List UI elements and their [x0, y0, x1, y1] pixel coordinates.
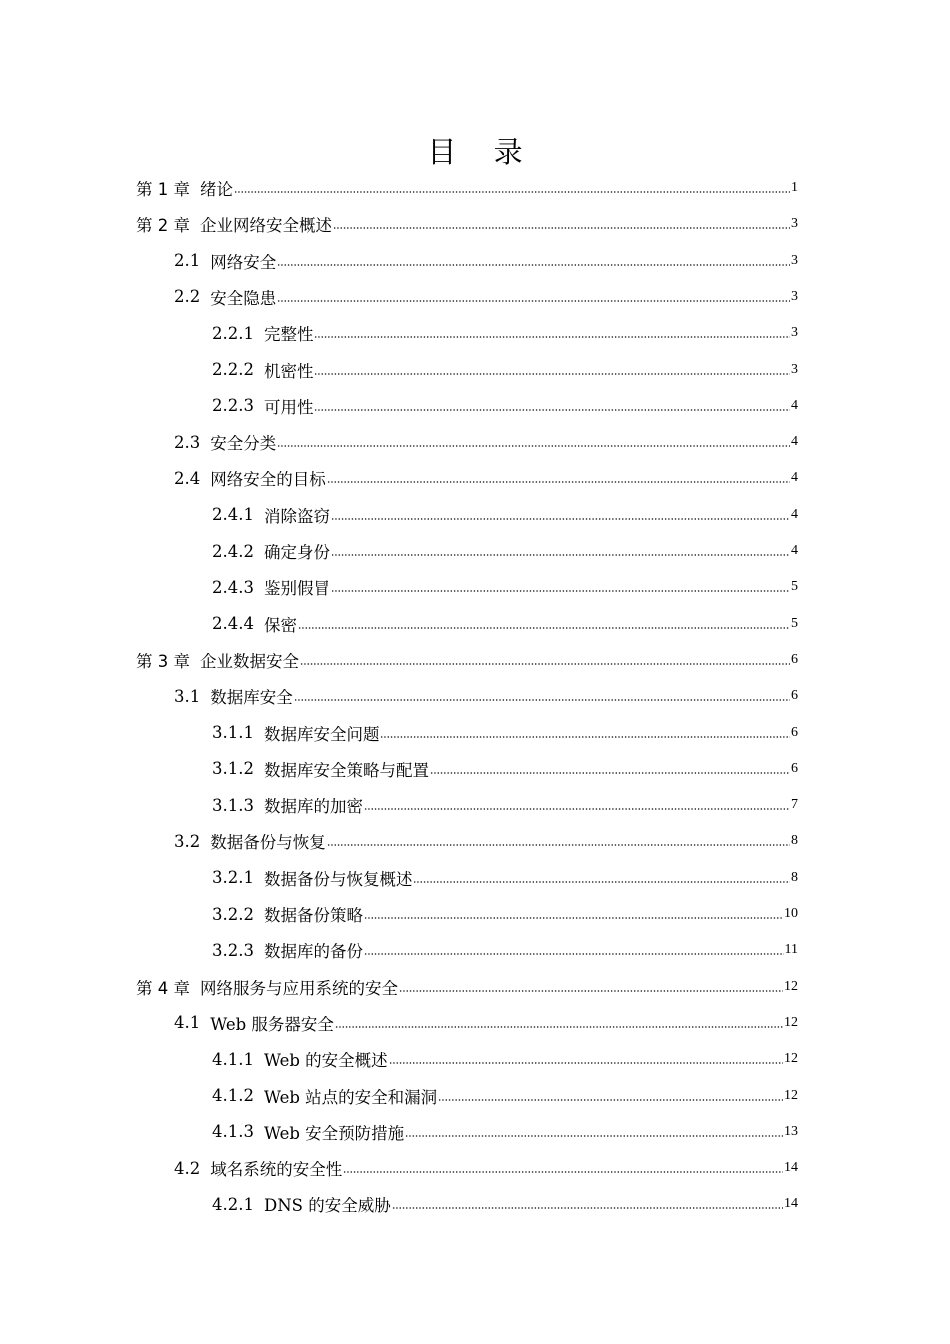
toc-entry-page: 12 — [784, 1087, 798, 1103]
toc-entry-number: 2.4 — [174, 468, 201, 488]
dot-leader — [364, 806, 790, 812]
toc-entry[interactable] — [212, 1041, 798, 1077]
toc-entry-title: 鉴别假冒 — [263, 579, 330, 599]
toc-entry-number: 3.2.2 — [212, 904, 254, 924]
toc-entry-page: 4 — [791, 470, 798, 486]
dot-leader — [277, 443, 790, 449]
dot-leader — [380, 734, 790, 740]
dot-leader — [298, 625, 790, 631]
toc-entry-number: 第 2 章 — [136, 216, 190, 236]
dot-leader — [331, 588, 790, 594]
toc-entry[interactable] — [174, 1150, 798, 1186]
toc-entry[interactable] — [212, 715, 798, 751]
toc-entry-page: 5 — [791, 615, 798, 631]
toc-entry-title: Web 安全预防措施 — [263, 1123, 405, 1143]
toc-entry-number: 2.2.1 — [212, 323, 254, 343]
toc-entry[interactable] — [174, 823, 798, 859]
dot-leader — [438, 1097, 783, 1103]
toc-entry-number: 3.1.2 — [212, 759, 254, 779]
toc-entry-title: 数据库安全问题 — [263, 724, 380, 744]
toc-entry-number: 4.1.1 — [212, 1049, 254, 1069]
toc-entry[interactable] — [174, 424, 798, 460]
toc-entry-title: 确定身份 — [263, 543, 330, 562]
toc-entry-title: 企业网络安全概述 — [200, 216, 332, 236]
dot-leader — [364, 951, 784, 957]
toc-entry-page: 13 — [784, 1123, 798, 1139]
dot-leader — [392, 1205, 783, 1211]
dot-leader — [413, 879, 790, 885]
dot-leader — [234, 189, 790, 195]
toc-entry-page: 8 — [791, 833, 798, 849]
toc-entry-title: 数据库的备份 — [263, 942, 363, 962]
toc-entry-page: 14 — [784, 1160, 798, 1176]
toc-entry-page: 4 — [791, 434, 798, 450]
toc-entry[interactable] — [136, 170, 798, 206]
toc-entry-page: 12 — [784, 1014, 798, 1030]
toc-entry-title: 数据备份与恢复 — [210, 833, 326, 853]
toc-entry-page: 10 — [784, 906, 798, 921]
toc-entry-page: 6 — [791, 760, 798, 776]
toc-entry-title: Web 的安全概述 — [263, 1051, 388, 1071]
dot-leader — [294, 697, 790, 703]
toc-entry[interactable] — [212, 1186, 798, 1222]
toc-entry-title: 机密性 — [263, 361, 314, 381]
toc-entry-number: 2.2 — [174, 287, 201, 307]
dot-leader — [327, 842, 790, 848]
dot-leader — [430, 770, 790, 776]
toc-entry-title: Web 站点的安全和漏洞 — [263, 1087, 438, 1107]
toc-entry-page: 5 — [791, 579, 798, 595]
toc-entry-number: 3.2 — [174, 831, 201, 851]
toc-entry-page: 3 — [791, 325, 798, 341]
dot-leader — [277, 298, 790, 304]
toc-entry-number: 4.2.1 — [212, 1194, 254, 1214]
toc-entry[interactable] — [212, 932, 798, 968]
dot-leader — [364, 915, 783, 921]
toc-entry[interactable] — [174, 279, 798, 315]
toc-entry-title: 网络安全的目标 — [210, 470, 326, 490]
dot-leader — [314, 334, 790, 340]
toc-entry[interactable] — [136, 969, 798, 1005]
toc-entry-page: 4 — [791, 543, 798, 558]
toc-entry-page: 7 — [791, 797, 798, 813]
toc-entry[interactable] — [212, 896, 798, 932]
toc-entry-page: 3 — [791, 216, 798, 232]
toc-entry-page: 11 — [784, 942, 798, 958]
toc-entry[interactable] — [212, 388, 798, 424]
dot-leader — [335, 1024, 783, 1030]
toc-entry-number: 2.4.4 — [212, 614, 254, 634]
dot-leader — [314, 371, 790, 377]
toc-entry[interactable] — [212, 497, 798, 533]
toc-entry-number: 3.1 — [174, 686, 201, 706]
toc-entry-title: 网络服务与应用系统的安全 — [200, 978, 398, 998]
toc-entry-page: 8 — [791, 869, 798, 885]
dot-leader — [277, 262, 790, 268]
toc-entry-title: 域名系统的安全性 — [210, 1160, 343, 1180]
toc-entry-page: 4 — [791, 397, 798, 413]
toc-entry-page: 6 — [791, 651, 798, 667]
toc-entry[interactable] — [174, 1005, 798, 1041]
toc-entry-page: 4 — [791, 506, 798, 522]
dot-leader — [327, 479, 790, 485]
toc-entry-number: 第 4 章 — [136, 978, 190, 998]
toc-entry-title: 安全隐患 — [210, 288, 277, 308]
toc-entry-number: 2.1 — [174, 251, 201, 271]
dot-leader — [333, 225, 790, 231]
toc-entry-page: 12 — [784, 978, 798, 994]
toc-entry[interactable] — [212, 1114, 798, 1150]
toc-entry-number: 3.1.1 — [212, 723, 254, 742]
dot-leader — [331, 552, 790, 558]
toc-entry[interactable] — [212, 315, 798, 351]
toc-entry[interactable] — [212, 352, 798, 388]
toc-entry-title: 完整性 — [263, 325, 314, 345]
toc-entry-number: 2.4.3 — [212, 577, 254, 597]
toc-entry-page: 1 — [791, 180, 798, 195]
toc-entry-number: 2.2.3 — [212, 396, 254, 416]
toc-entry-number: 3.1.3 — [212, 795, 254, 815]
toc-entry[interactable] — [174, 678, 798, 714]
toc-entry-page: 14 — [784, 1196, 798, 1212]
toc-entry-title: 保密 — [263, 615, 297, 635]
toc-entry-number: 4.1 — [174, 1013, 201, 1033]
toc-entry-title: Web 服务器安全 — [210, 1014, 334, 1034]
toc-entry[interactable] — [212, 860, 798, 896]
toc-entry-title: 安全分类 — [210, 434, 277, 454]
toc-entry[interactable] — [136, 206, 798, 242]
toc-entry-title: 数据库安全策略与配置 — [263, 760, 429, 780]
toc-entry-title: 网络安全 — [210, 252, 277, 272]
toc-entry-page: 3 — [791, 288, 798, 304]
toc-entry-number: 2.3 — [174, 432, 201, 452]
toc-entry[interactable] — [212, 569, 798, 605]
toc-entry-title: 数据库的加密 — [263, 797, 363, 817]
toc-entry-title: 数据库安全 — [210, 688, 293, 708]
toc-entry[interactable] — [212, 787, 798, 823]
toc-entry[interactable] — [174, 243, 798, 279]
toc-entry-number: 2.2.2 — [212, 360, 254, 379]
toc-entry-title: 企业数据安全 — [200, 651, 299, 671]
toc-entry-number: 2.4.1 — [212, 505, 254, 525]
toc-entry-page: 6 — [791, 724, 798, 740]
toc-entry[interactable] — [212, 751, 798, 787]
dot-leader — [343, 1169, 783, 1175]
dot-leader — [300, 661, 790, 667]
toc-entry-number: 4.1.2 — [212, 1086, 254, 1105]
toc-entry-number: 第 3 章 — [136, 651, 190, 671]
toc-entry-page: 6 — [791, 688, 798, 704]
dot-leader — [389, 1060, 783, 1066]
toc-entry-number: 第 1 章 — [136, 180, 190, 199]
toc-entry[interactable] — [136, 642, 798, 678]
toc-entry-number: 4.1.3 — [212, 1122, 254, 1142]
toc-title: 目 录 — [427, 135, 537, 169]
dot-leader — [405, 1133, 783, 1139]
toc-entry[interactable] — [212, 1078, 798, 1114]
toc-entry-number: 3.2.3 — [212, 940, 254, 960]
toc-entry-page: 12 — [784, 1051, 798, 1067]
toc-entry-title: 数据备份策略 — [263, 906, 363, 925]
toc-entry-title: 可用性 — [263, 397, 314, 417]
toc-entry-page: 3 — [791, 361, 798, 377]
toc-entry-title: DNS 的安全威胁 — [263, 1196, 391, 1216]
toc-entry-page: 3 — [791, 252, 798, 268]
toc-entry-number: 4.2 — [174, 1158, 201, 1178]
dot-leader — [331, 516, 790, 522]
toc-entry-title: 消除盗窃 — [263, 506, 330, 526]
toc-entry-title: 数据备份与恢复概述 — [263, 869, 413, 889]
toc-entry-number: 3.2.1 — [212, 868, 254, 888]
dot-leader — [314, 407, 790, 413]
toc-entry-title: 绪论 — [200, 180, 233, 199]
dot-leader — [399, 988, 783, 994]
toc-entry-number: 2.4.2 — [212, 541, 254, 561]
toc-entry[interactable] — [174, 460, 798, 496]
toc-entry[interactable] — [212, 533, 798, 569]
toc-entry[interactable] — [212, 606, 798, 642]
